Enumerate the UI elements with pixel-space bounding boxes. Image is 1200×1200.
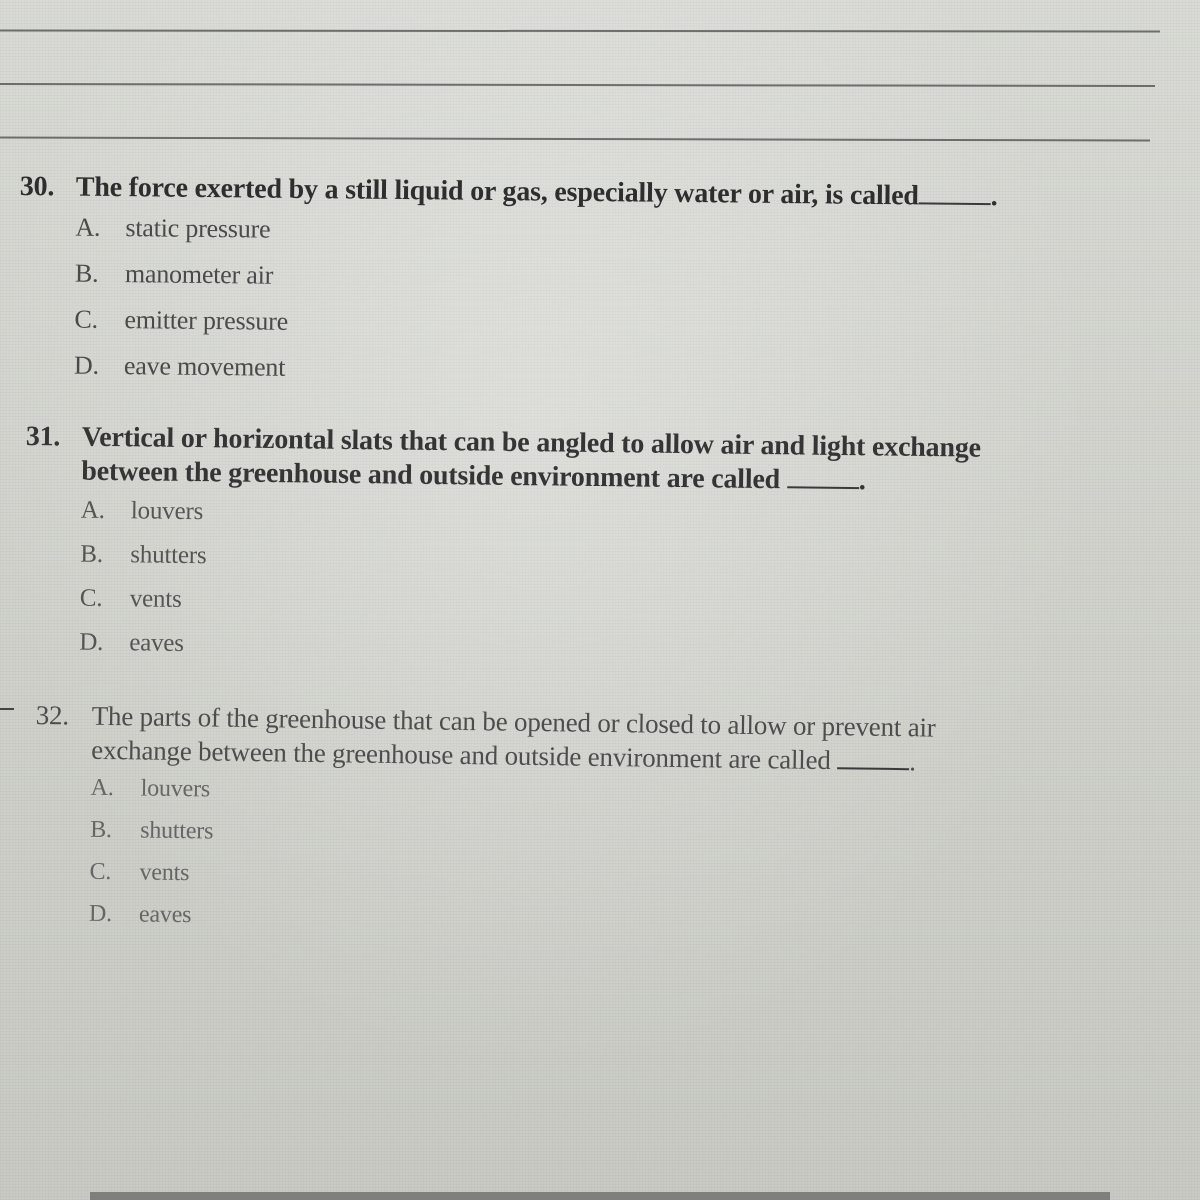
question-stem: 30. The force exerted by a still liquid or gas, especially water or air, is called . bbox=[19, 170, 998, 213]
question-number: 30. bbox=[19, 170, 55, 203]
question-30 bbox=[18, 170, 998, 398]
margin-mark bbox=[0, 708, 14, 710]
question-text: exchange between the greenhouse and outside environment are called bbox=[91, 734, 831, 776]
option-letter: A. bbox=[75, 212, 101, 242]
option-text: shutters bbox=[139, 817, 214, 845]
question-text: The parts of the greenhouse that can be opened or closed to allow or prevent air bbox=[91, 700, 936, 743]
option-text: eave movement bbox=[123, 351, 286, 382]
option-text: manometer air bbox=[124, 259, 274, 290]
option-letter: A. bbox=[90, 774, 114, 802]
option-letter: A. bbox=[80, 496, 105, 524]
answer-blank bbox=[837, 747, 909, 770]
option-text: louvers bbox=[140, 775, 211, 803]
option-letter: B. bbox=[80, 540, 104, 568]
option-text: vents bbox=[129, 585, 182, 613]
question-number: 32. bbox=[35, 699, 70, 731]
option-text: shutters bbox=[130, 541, 207, 570]
option-text: static pressure bbox=[125, 213, 271, 244]
option-d[interactable] bbox=[18, 342, 996, 398]
option-letter: D. bbox=[88, 900, 113, 928]
answer-blank bbox=[919, 182, 991, 205]
option-letter: B. bbox=[74, 258, 99, 288]
answer-line bbox=[0, 83, 1155, 87]
question-31 bbox=[23, 420, 981, 676]
option-text: vents bbox=[139, 859, 190, 887]
question-32 bbox=[33, 698, 936, 947]
option-letter: D. bbox=[73, 350, 100, 380]
question-text: The force exerted by a still liquid or gas, especially water or air, is called bbox=[75, 171, 919, 212]
screen-bezel bbox=[90, 1192, 1110, 1200]
question-text: between the greenhouse and outside environment are called bbox=[81, 455, 781, 496]
question-stem-continued: exchange between the greenhouse and outside environment are called . bbox=[91, 734, 917, 777]
answer-blank bbox=[787, 466, 859, 489]
option-letter: C. bbox=[89, 858, 112, 886]
option-text: louvers bbox=[130, 497, 204, 526]
question-stem-continued: between the greenhouse and outside environment are called . bbox=[81, 455, 866, 497]
option-letter: B. bbox=[89, 816, 112, 844]
option-letter: C. bbox=[79, 584, 103, 612]
question-number: 31. bbox=[25, 420, 61, 453]
answer-line bbox=[0, 29, 1160, 32]
option-text: eaves bbox=[129, 629, 184, 657]
option-letter: D. bbox=[79, 628, 104, 656]
option-text: emitter pressure bbox=[124, 305, 289, 336]
answer-line bbox=[0, 136, 1150, 141]
option-letter: C. bbox=[74, 304, 99, 334]
option-text: eaves bbox=[138, 901, 192, 929]
question-text: Vertical or horizontal slats that can be angled to allow air and light exchange bbox=[81, 421, 982, 464]
